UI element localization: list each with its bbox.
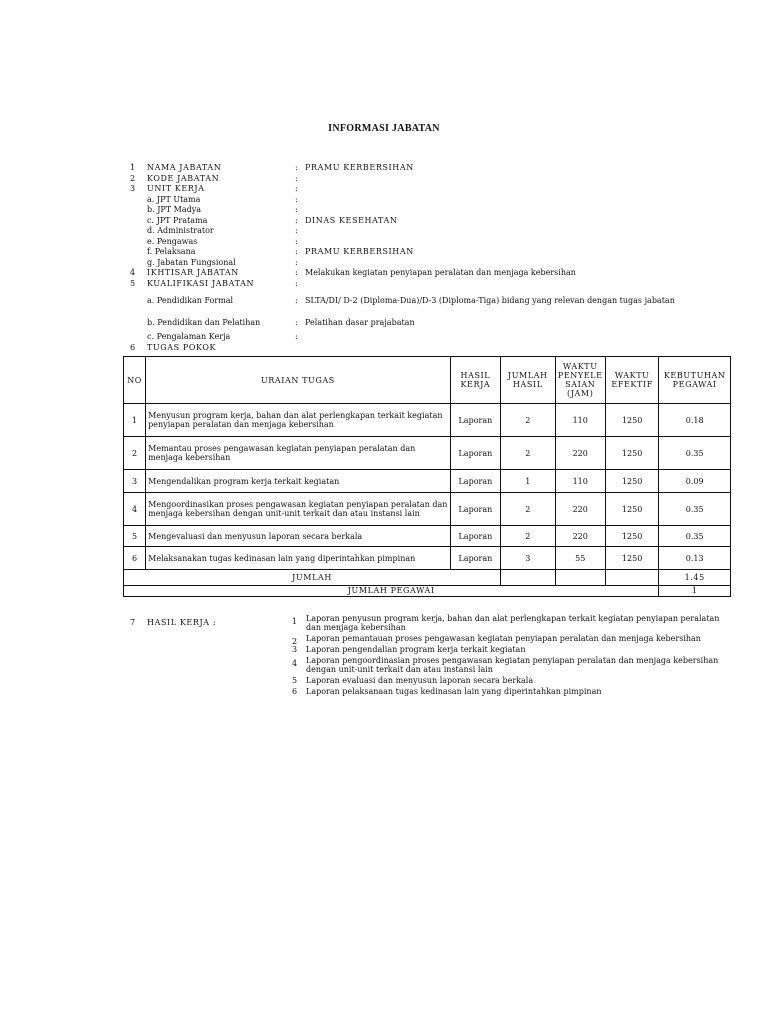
cell-no: 1 — [124, 404, 146, 437]
cell-hasil: Laporan — [450, 547, 500, 570]
item-text: Laporan pemantauan proses pengawasan kegiatan penyiapan peralatan dan menjaga kebersihan — [306, 634, 701, 643]
row-value: Pelatihan dasar prajabatan — [305, 317, 415, 327]
colon: : — [295, 215, 298, 225]
hasil-kerja-list — [292, 614, 732, 698]
info-row-kode-jabatan — [130, 174, 730, 185]
info-row-jabatan-fungsional — [130, 258, 730, 269]
row-number: 6 — [130, 342, 136, 352]
row-value: DINAS KESEHATAN — [305, 215, 398, 225]
table-row — [124, 470, 731, 493]
info-row-pengalaman-kerja — [130, 332, 730, 343]
colon: : — [295, 184, 298, 193]
item-text: Laporan pelaksanaan tugas kedinasan lain yang diperintahkan pimpinan — [306, 687, 602, 696]
row-label: d. Administrator — [147, 226, 214, 235]
row-value: PRAMU KERBERSIHAN — [305, 247, 414, 256]
colon: : — [295, 236, 298, 246]
row-label: TUGAS POKOK — [147, 342, 217, 352]
total-row — [124, 570, 731, 586]
cell-waktu: 220 — [555, 493, 605, 526]
cell-efektif: 1250 — [605, 437, 658, 470]
jumlah-pegawai-value: 1 — [659, 586, 731, 597]
info-row-pelaksana — [130, 247, 730, 258]
row-value: PRAMU KERBERSIHAN — [305, 163, 414, 172]
cell-efektif: 1250 — [605, 547, 658, 570]
cell-no: 5 — [124, 526, 146, 547]
info-row-unit-kerja — [130, 184, 730, 195]
colon: : — [295, 194, 298, 204]
info-row-tugas-pokok — [130, 343, 730, 354]
header-kebutuhan-pegawai: KEBUTUHAN PEGAWAI — [659, 357, 731, 404]
cell-hasil: Laporan — [450, 404, 500, 437]
item-text: Laporan penyusun program kerja, bahan dan alat perlengkapan terkait kegiatan penyiapan peralatan dan menjaga kebersihan — [306, 614, 720, 632]
cell-efektif: 1250 — [605, 526, 658, 547]
list-item — [292, 645, 732, 654]
row-label: NAMA JABATAN — [147, 163, 222, 172]
info-row-kualifikasi — [130, 279, 730, 290]
cell-kebutuhan: 0.18 — [659, 404, 731, 437]
list-item — [292, 676, 732, 685]
cell-jumlah: 2 — [501, 404, 555, 437]
item-text: Laporan evaluasi dan menyusun laporan secara berkala — [306, 676, 534, 685]
cell-uraian: Menyusun program kerja, bahan dan alat perlengkapan terkait kegiatan penyiapan peralatan dan menjaga kebersihan — [146, 404, 451, 437]
row-label: UNIT KERJA — [147, 184, 205, 193]
info-row-jpt-utama — [130, 195, 730, 206]
row-label: KUALIFIKASI JABATAN — [147, 278, 255, 288]
row-number: 1 — [130, 163, 136, 172]
cell-efektif: 1250 — [605, 493, 658, 526]
row-number: 7 — [130, 618, 136, 627]
table-row — [124, 547, 731, 570]
table-row — [124, 526, 731, 547]
info-row-pendidikan-formal — [130, 296, 730, 307]
cell-hasil: Laporan — [450, 470, 500, 493]
row-label: g. Jabatan Fungsional — [147, 257, 236, 267]
jumlah-pegawai-label: JUMLAH PEGAWAI — [124, 586, 659, 597]
row-number: 2 — [130, 173, 136, 183]
colon: : — [295, 317, 298, 327]
cell-no: 2 — [124, 437, 146, 470]
cell-waktu: 110 — [555, 470, 605, 493]
colon: : — [295, 247, 298, 256]
info-row-pengawas — [130, 237, 730, 248]
list-item — [292, 614, 732, 632]
header-waktu-penyelesaian: WAKTU PENYELE SAIAN (JAM) — [555, 357, 605, 404]
cell-no: 6 — [124, 547, 146, 570]
item-number: 5 — [292, 676, 298, 685]
info-row-pendidikan-pelatihan — [130, 318, 730, 329]
cell-no: 3 — [124, 470, 146, 493]
colon: : — [295, 268, 298, 277]
colon: : — [295, 226, 298, 235]
row-label: a. Pendidikan Formal — [147, 296, 234, 305]
row-value: SLTA/DI/ D-2 (Diploma-Dua)/D-3 (Diploma-Tiga) bidang yang relevan dengan tugas jabatan — [305, 296, 675, 305]
colon: : — [295, 278, 298, 288]
cell-uraian: Mengendalikan program kerja terkait kegiatan — [146, 470, 451, 493]
colon: : — [295, 257, 298, 267]
item-number: 2 — [292, 637, 298, 646]
cell-kebutuhan: 0.13 — [659, 547, 731, 570]
cell-uraian: Mengoordinasikan proses pengawasan kegiatan penyiapan peralatan dan menjaga kebersihan dengan unit-unit terkait dan atau instansi lain — [146, 493, 451, 526]
item-number: 6 — [292, 687, 298, 696]
cell-hasil: Laporan — [450, 526, 500, 547]
cell-kebutuhan: 0.35 — [659, 437, 731, 470]
list-item — [292, 687, 732, 696]
cell-efektif: 1250 — [605, 404, 658, 437]
hasil-kerja-label: HASIL KERJA : — [147, 618, 217, 627]
cell-waktu: 220 — [555, 526, 605, 547]
colon: : — [295, 332, 298, 341]
jumlah-value: 1.45 — [659, 570, 731, 586]
jumlah-label: JUMLAH — [124, 570, 501, 586]
colon: : — [295, 173, 298, 183]
cell-no: 4 — [124, 493, 146, 526]
row-number: 5 — [130, 278, 136, 288]
row-label: b. Pendidikan dan Pelatihan — [147, 317, 261, 327]
tugas-pokok-table — [123, 356, 731, 597]
cell-uraian: Memantau proses pengawasan kegiatan penyiapan peralatan dan menjaga kebersihan — [146, 437, 451, 470]
table-row — [124, 404, 731, 437]
item-text: Laporan pengendalian program kerja terkait kegiatan — [306, 645, 526, 654]
cell-jumlah: 2 — [501, 437, 555, 470]
table-row — [124, 437, 731, 470]
job-info-section — [130, 163, 730, 353]
item-number: 4 — [292, 659, 298, 668]
list-item — [292, 634, 732, 646]
table-header-row — [124, 357, 731, 404]
row-label: b. JPT Madya — [147, 205, 202, 214]
header-jumlah-hasil: JUMLAH HASIL — [501, 357, 555, 404]
cell-jumlah: 2 — [501, 493, 555, 526]
cell-waktu: 55 — [555, 547, 605, 570]
item-text: Laporan pengoordinasian proses pengawasan kegiatan penyiapan peralatan dan menjaga kebersihan dengan unit-unit terkait dan atau instansi lain — [306, 656, 719, 674]
table-row — [124, 493, 731, 526]
row-value: Melakukan kegiatan penyiapan peralatan dan menjaga kebersihan — [305, 268, 576, 277]
cell-uraian: Melaksanakan tugas kedinasan lain yang diperintahkan pimpinan — [146, 547, 451, 570]
cell-kebutuhan: 0.35 — [659, 493, 731, 526]
info-row-nama-jabatan — [130, 163, 730, 174]
row-label: c. JPT Pratama — [147, 215, 208, 225]
page-title: INFORMASI JABATAN — [328, 123, 440, 134]
header-uraian-tugas: URAIAN TUGAS — [146, 357, 451, 404]
row-label: e. Pengawas — [147, 236, 198, 246]
colon: : — [295, 296, 298, 305]
list-item — [292, 656, 732, 674]
cell-uraian: Mengevaluasi dan menyusun laporan secara berkala — [146, 526, 451, 547]
row-number: 3 — [130, 184, 136, 193]
row-number: 4 — [130, 268, 136, 277]
cell-waktu: 110 — [555, 404, 605, 437]
cell-efektif: 1250 — [605, 470, 658, 493]
item-number: 1 — [292, 617, 298, 626]
colon: : — [295, 205, 298, 214]
cell-kebutuhan: 0.35 — [659, 526, 731, 547]
cell-jumlah: 3 — [501, 547, 555, 570]
cell-jumlah: 1 — [501, 470, 555, 493]
header-no: NO — [124, 357, 146, 404]
row-label: a. JPT Utama — [147, 194, 201, 204]
header-waktu-efektif: WAKTU EFEKTIF — [605, 357, 658, 404]
info-row-jpt-madya — [130, 205, 730, 216]
info-row-administrator — [130, 226, 730, 237]
info-row-ikhtisar — [130, 268, 730, 279]
jumlah-pegawai-row — [124, 586, 731, 597]
cell-kebutuhan: 0.09 — [659, 470, 731, 493]
row-label: IKHTISAR JABATAN — [147, 268, 239, 277]
cell-jumlah: 2 — [501, 526, 555, 547]
colon: : — [295, 163, 298, 172]
info-row-jpt-pratama — [130, 216, 730, 227]
cell-hasil: Laporan — [450, 437, 500, 470]
row-label: f. Pelaksana — [147, 247, 196, 256]
row-label: KODE JABATAN — [147, 173, 220, 183]
item-number: 3 — [292, 645, 298, 654]
cell-waktu: 220 — [555, 437, 605, 470]
row-label: c. Pengalaman Kerja — [147, 332, 231, 341]
header-hasil-kerja: HASIL KERJA — [450, 357, 500, 404]
cell-hasil: Laporan — [450, 493, 500, 526]
